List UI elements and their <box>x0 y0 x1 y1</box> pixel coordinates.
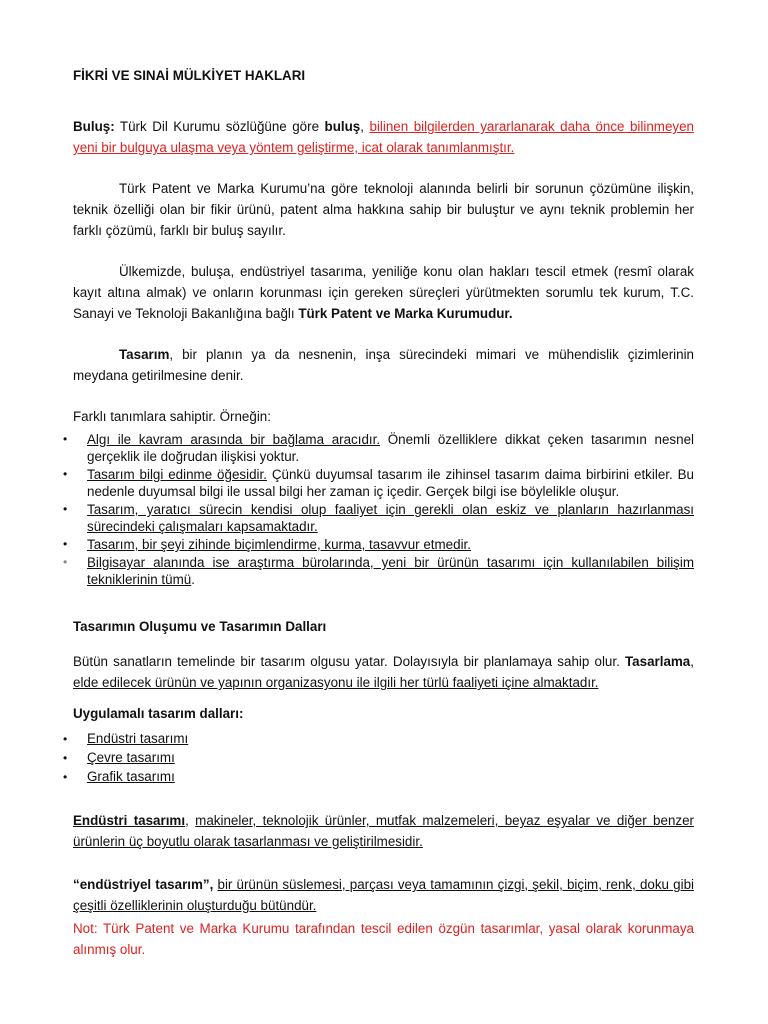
branch-label: Endüstri tasarımı <box>87 731 189 746</box>
document-body <box>63 65 694 960</box>
branch-label: Grafik tasarımı <box>87 769 175 784</box>
list-item <box>63 501 694 535</box>
tasarim-text: , bir planın ya da nesnenin, inşa sürecindeki mimari ve mühendislik çizimlerinin meydana getirilmesine denir. <box>73 347 694 383</box>
paragraph-tasarlama <box>73 651 694 693</box>
endustriyel-label: “endüstriyel tasarım”, <box>73 877 214 892</box>
list-item <box>63 536 694 553</box>
bulus-text: Türk Dil Kurumu sözlüğüne göre <box>114 119 325 134</box>
bullet-icon: • <box>63 537 68 551</box>
definition-rest: Çünkü duyumsal tasarım ile zihinsel tasarım daima birbirini etkiler. Bu nedenle duyumsal bilgi ile ussal bilgi her zaman iç içedir. Gerçek bilgi ise böylelikle oluşur. <box>87 467 694 499</box>
paragraph-endustri-tasarimi <box>73 810 694 852</box>
list-item <box>63 431 694 465</box>
list-item <box>63 749 694 767</box>
page-title: FİKRİ VE SINAİ MÜLKİYET HAKLARI <box>73 68 306 83</box>
bullet-icon: • <box>63 732 68 746</box>
section-title-tasarim-dallari: Tasarımın Oluşumu ve Tasarımın Dalları <box>73 619 327 634</box>
comma: , <box>360 119 370 134</box>
definitions-list <box>63 431 694 588</box>
bullet-icon: • <box>63 555 68 569</box>
bulus-definition: bilinen bilgilerden yararlanarak daha önce bilinmeyen yeni bir bulguya ulaşma veya yöntem geliştirme, icat olarak tanımlanmıştır. <box>73 119 694 155</box>
definition-underlined: Tasarım, yaratıcı sürecin kendisi olup faaliyet için gerekli olan eskiz ve planların hazırlanması sürecindeki çalışmaları kapsamaktadır. <box>87 502 694 534</box>
endustriyel-definition: bir ürünün süslemesi, parçası veya tamamının çizgi, şekil, biçim, renk, doku gibi çeşitli özelliklerinin oluşturduğu bütündür. <box>73 877 694 913</box>
list-item <box>63 466 694 500</box>
institution-name: Türk Patent ve Marka Kurumudur. <box>298 306 513 321</box>
bullet-icon: • <box>63 502 68 516</box>
comma: , <box>185 813 196 828</box>
branches-list <box>63 730 694 786</box>
tasarlama-intro: Bütün sanatların temelinde bir tasarım olgusu yatar. Dolayısıyla bir planlamaya sahip olur. <box>73 654 625 669</box>
bullet-icon: • <box>63 770 68 784</box>
branch-label: Çevre tasarımı <box>87 750 175 765</box>
definition-underlined: Algı ile kavram arasında bir bağlama aracıdır. <box>87 432 381 447</box>
definition-underlined: Tasarım bilgi edinme öğesidir. <box>87 467 267 482</box>
bullet-icon: • <box>63 467 68 481</box>
bulus-word: buluş <box>324 119 361 134</box>
list-item <box>63 768 694 786</box>
endustri-label: Endüstri tasarımı <box>73 813 186 828</box>
paragraph-tasarim <box>73 344 694 386</box>
comma: , <box>690 654 694 669</box>
paragraph-definitions-intro: Farklı tanımlara sahiptir. Örneğin: <box>73 409 271 424</box>
tasarim-label: Tasarım <box>119 347 170 362</box>
bullet-icon: • <box>63 751 68 765</box>
paragraph-patent-definition: Türk Patent ve Marka Kurumu’na göre teknoloji alanında belirli bir sorunun çözümüne ilişkin, teknik özelliği olan bir fikir ürünü, patent alma hakkına sahip bir buluştur ve aynı teknik problemin her farklı çözümü, farklı bir buluş sayılır. <box>73 181 694 238</box>
tasarlama-definition: elde edilecek ürünün ve yapının organizasyonu ile ilgili her türlü faaliyeti içine almaktadır. <box>73 675 599 690</box>
institution-text: Ülkemizde, buluşa, endüstriyel tasarıma, yeniliğe konu olan hakları tescil etmek (resmî olarak kayıt altına almak) ve onların korunması için gereken süreçleri yürütmekten sorumlu tek kurum, T.C. Sanayi ve Teknoloji Bakanlığına bağlı <box>73 264 694 321</box>
list-item <box>63 730 694 748</box>
note-paragraph: Not: Türk Patent ve Marka Kurumu tarafından tescil edilen özgün tasarımlar, yasal olarak korunmaya alınmış olur. <box>73 921 694 957</box>
endustri-definition: makineler, teknolojik ürünler, mutfak malzemeleri, beyaz eşyalar ve diğer benzer ürünlerin üç boyutlu olarak tasarlanması ve geliştirilmesidir. <box>73 813 694 849</box>
bulus-label: Buluş: <box>73 119 115 134</box>
list-item <box>63 554 694 588</box>
definition-rest: . <box>191 572 195 587</box>
applied-branches-title: Uygulamalı tasarım dalları: <box>73 706 244 721</box>
paragraph-institution <box>73 261 694 324</box>
paragraph-bulus <box>73 116 694 158</box>
definition-rest: Önemli özelliklere dikkat çeken tasarımın nesnel gerçeklik ile doğrudan ilişkisi yoktur. <box>87 432 694 464</box>
paragraph-endustriyel-tasarim <box>73 874 694 916</box>
definition-underlined: Tasarım, bir şeyi zihinde biçimlendirme, kurma, tasavvur etmedir. <box>87 537 471 552</box>
definition-underlined: Bilgisayar alanında ise araştırma bürolarında, yeni bir ürünün tasarımı için kullanılabilen bilişim tekniklerinin tümü <box>87 555 694 587</box>
tasarlama-label: Tasarlama <box>625 654 691 669</box>
bullet-icon: • <box>63 432 68 446</box>
